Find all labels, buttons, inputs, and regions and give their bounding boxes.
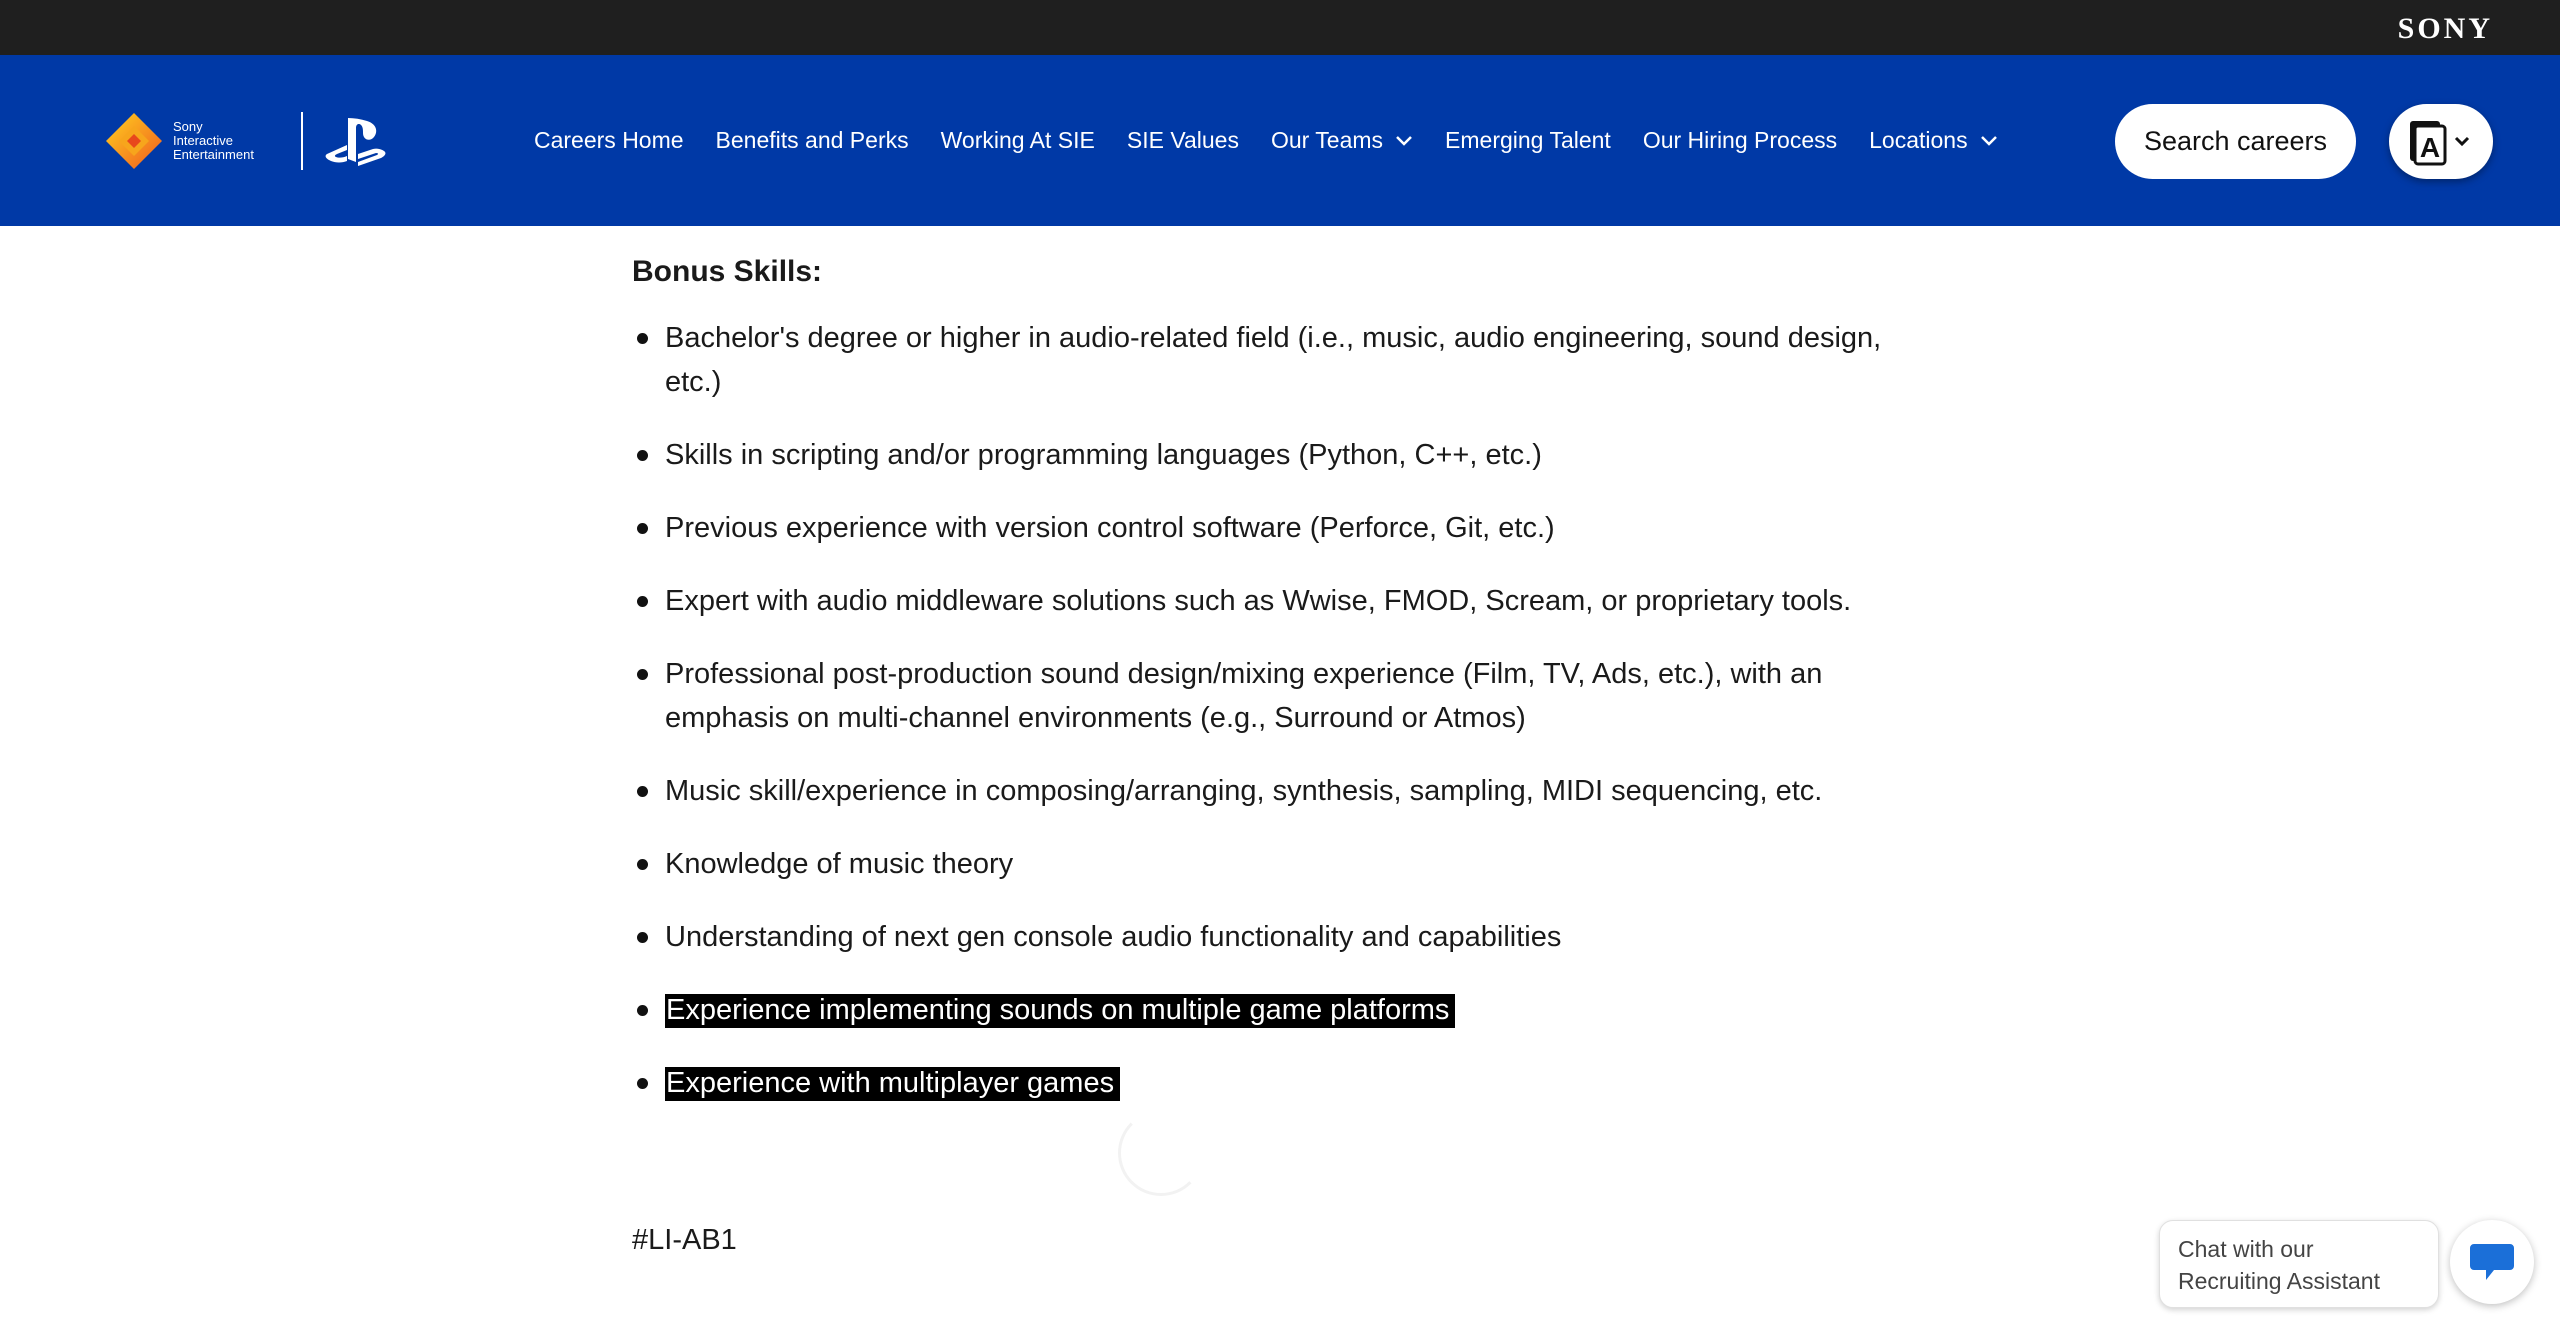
chevron-down-icon <box>1980 135 1998 147</box>
sie-logo-icon <box>105 112 163 170</box>
bonus-skills-heading: Bonus Skills: <box>632 255 823 288</box>
list-item: Understanding of next gen console audio functionality and capabilities <box>632 915 1922 959</box>
bullet-icon <box>637 1078 648 1089</box>
list-item: Bachelor's degree or higher in audio-related field (i.e., music, audio engineering, sound design, etc.) <box>632 316 1922 404</box>
bullet-icon <box>637 450 648 461</box>
job-description-content <box>632 250 1922 1134</box>
bullet-icon <box>637 596 648 607</box>
list-item: Professional post-production sound design/mixing experience (Film, TV, Ads, etc.), with an emphasis on multi-channel environments (e.g., Surround or Atmos) <box>632 652 1922 740</box>
search-careers-button[interactable]: Search careers <box>2115 104 2356 179</box>
list-item-highlighted <box>632 1061 1922 1105</box>
nav-careers-home[interactable]: Careers Home <box>534 127 684 153</box>
loading-spinner <box>1118 1110 1204 1196</box>
chat-prompt-bubble[interactable]: Chat with our Recruiting Assistant <box>2159 1220 2439 1308</box>
list-item: Expert with audio middleware solutions such as Wwise, FMOD, Scream, or proprietary tools. <box>632 579 1922 623</box>
sie-logo-text: Sony Interactive Entertainment <box>173 119 254 162</box>
list-item: Music skill/experience in composing/arranging, synthesis, sampling, MIDI sequencing, etc. <box>632 769 1922 813</box>
chat-icon <box>2468 1238 2516 1286</box>
top-bar <box>0 0 2560 55</box>
chevron-down-icon <box>1395 135 1413 147</box>
translate-icon <box>2406 117 2476 167</box>
chat-launcher-button[interactable] <box>2450 1220 2534 1304</box>
list-item: Knowledge of music theory <box>632 842 1922 886</box>
sony-logo[interactable]: SONY <box>2397 12 2493 45</box>
list-item: Skills in scripting and/or programming languages (Python, C++, etc.) <box>632 433 1922 477</box>
bullet-icon <box>637 523 648 534</box>
nav-our-hiring-process[interactable]: Our Hiring Process <box>1642 127 1838 153</box>
bullet-icon <box>637 333 648 344</box>
nav-sie-values[interactable]: SIE Values <box>1126 127 1239 153</box>
playstation-logo-icon <box>325 115 387 167</box>
main-header <box>0 55 2560 226</box>
svg-text:A: A <box>2419 131 2441 163</box>
logo-divider <box>301 112 303 170</box>
nav-locations[interactable]: Locations <box>1869 127 1997 154</box>
bullet-icon <box>637 932 648 943</box>
bonus-skills-list <box>632 316 1922 1105</box>
bullet-icon <box>637 1005 648 1016</box>
language-selector-button[interactable] <box>2389 104 2493 179</box>
nav-working-at-sie[interactable]: Working At SIE <box>940 127 1095 153</box>
selected-text[interactable]: Experience implementing sounds on multiple game platforms <box>665 994 1455 1028</box>
bullet-icon <box>637 786 648 797</box>
list-item: Previous experience with version control software (Perforce, Git, etc.) <box>632 506 1922 550</box>
main-nav <box>534 55 2030 226</box>
sie-brand-link[interactable] <box>105 111 387 171</box>
nav-emerging-talent[interactable]: Emerging Talent <box>1445 127 1611 153</box>
nav-our-teams[interactable]: Our Teams <box>1271 127 1413 154</box>
job-tag: #LI-AB1 <box>632 1224 737 1256</box>
list-item-highlighted <box>632 988 1922 1032</box>
bullet-icon <box>637 859 648 870</box>
nav-benefits-and-perks[interactable]: Benefits and Perks <box>715 127 909 153</box>
bullet-icon <box>637 669 648 680</box>
selected-text[interactable]: Experience with multiplayer games <box>665 1067 1120 1101</box>
